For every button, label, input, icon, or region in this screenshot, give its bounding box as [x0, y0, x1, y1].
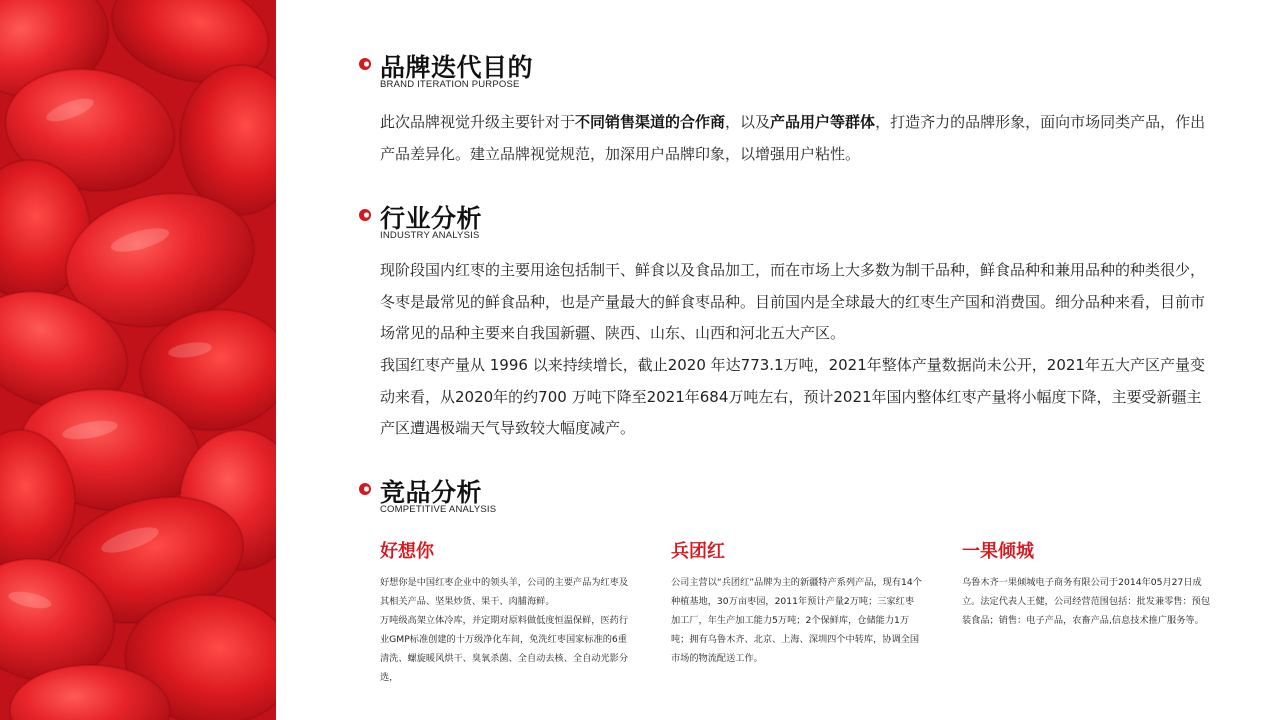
section-subtitle: COMPETITIVE ANALYSIS: [380, 504, 497, 515]
competitor-name: 好想你: [380, 541, 434, 562]
competitor-card: [962, 537, 1214, 630]
bold-partners: 不同销售渠道的合作商: [575, 113, 726, 131]
competitor-card: [380, 537, 632, 687]
industry-paragraph-1: 现阶段国内红枣的主要用途包括制干、鲜食以及食品加工，而在市场上大多数为制干品种，鲜食品种和兼用品种的种类很少，冬枣是最常见的鲜食品种，也是产量最大的鲜食枣品种。目前国内是全球最大的红枣生产国和消费国。细分品种来看，目前市场常见的品种主要来自我国新疆、陕西、山东、山西和河北五大产区。: [380, 261, 1206, 342]
competitor-description: 好想你是中国红枣企业中的领头羊，公司的主要产品为红枣及其相关产品、坚果炒货、果干、肉脯海鲜。 万吨级高架立体冷库，并定期对原料做低度恒温保鲜，医药行业GMP标准创建的十万级净化车间，免洗红枣国家标准的6重清洗、螺旋暖风烘干、臭氧杀菌、全自动去核、全自动光影分选，: [380, 577, 629, 683]
section-title: 行业分析: [380, 204, 483, 233]
competitor-description: 乌鲁木齐一果倾城电子商务有限公司于2014年05月27日成立。法定代表人王健，公司经营范围包括：批发兼零售：预包装食品；销售：电子产品，农畜产品,信息技术推广服务等。: [962, 577, 1211, 626]
red-circle-bullet-icon: [357, 482, 373, 496]
section-subtitle: BRAND ITERATION PURPOSE: [380, 79, 520, 90]
competitor-description: 公司主营以“兵团红”品牌为主的新疆特产系列产品，现有14个种植基地，30万亩枣园，2011年预计产量2万吨；三家红枣加工厂，年生产加工能力5万吨；2个保鲜库，仓储能力1万吨；拥有乌鲁木齐、北京、上海、深圳四个中转库，协调全国市场的物流配送工作。: [671, 577, 922, 664]
competitor-card: [671, 537, 923, 668]
red-circle-bullet-icon: [357, 208, 373, 222]
red-circle-bullet-icon: [357, 57, 373, 71]
bold-users: 产品用户等群体: [770, 113, 876, 131]
purpose-text: 此次品牌视觉升级主要针对于不同销售渠道的合作商，以及产品用户等群体，打造齐力的品牌形象，面向市场同类产品，作出产品差异化。建立品牌视觉规范，加深用户品牌印象，以增强用户粘性。: [380, 113, 1206, 163]
competitor-name: 一果倾城: [962, 541, 1034, 562]
section-title: 竞品分析: [380, 478, 483, 507]
section-subtitle: INDUSTRY ANALYSIS: [380, 230, 480, 241]
red-dates-photo: [0, 0, 276, 720]
competitor-columns: [380, 537, 1220, 697]
industry-paragraph-2: 我国红枣产量从 1996 以来持续增长，截止2020 年达773.1万吨，2021年整体产量数据尚未公开，2021年五大产区产量变动来看，从2020年的约700 万吨下降至2021年684万吨左右，预计2021年国内整体红枣产量将小幅度下降，主要受新疆主产区遭遇极端天气导致较大幅度减产。: [380, 356, 1205, 437]
competitor-name: 兵团红: [671, 541, 725, 562]
section-title: 品牌迭代目的: [380, 53, 534, 82]
